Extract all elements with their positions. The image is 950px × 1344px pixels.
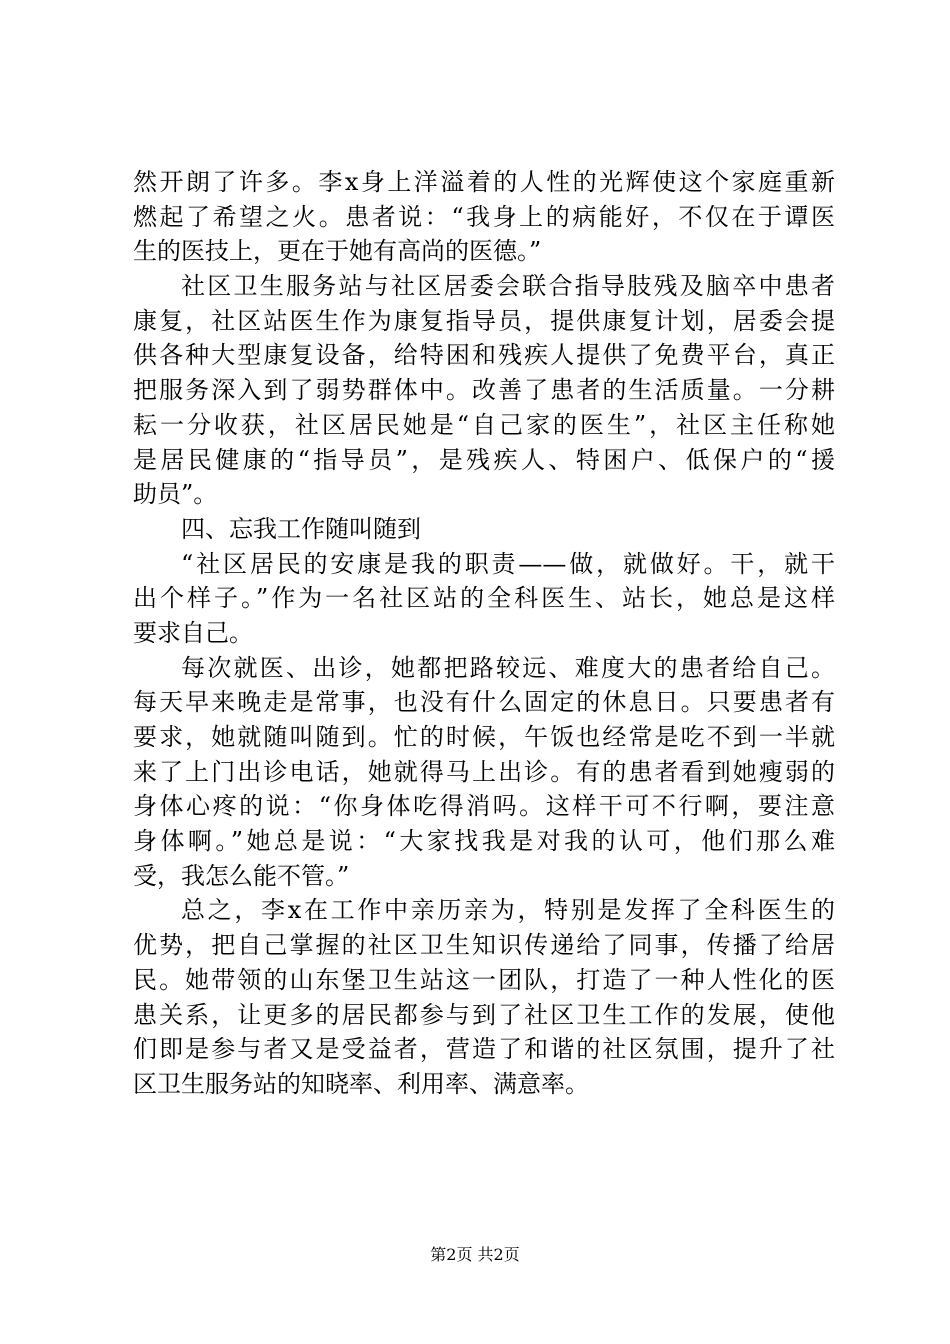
text-line: 们即是参与者又是受益者，营造了和谐的社区氛围，提升了社: [133, 1035, 835, 1064]
text-line: 然开朗了许多。李x身上洋溢着的人性的光辉使这个家庭重新: [133, 168, 835, 196]
text-line: 患关系，让更多的居民都参与到了社区卫生工作的发展，使他: [133, 1000, 835, 1029]
text-line: 供各种大型康复设备，给特困和残疾人提供了免费平台，真正: [133, 341, 835, 370]
text-line: 身体啊。”她总是说：“大家找我是对我的认可，他们那么难: [133, 827, 835, 856]
text-line: 来了上门出诊电话，她就得马上出诊。有的患者看到她瘦弱的: [133, 757, 835, 786]
text-line: 是居民健康的“指导员”，是残疾人、特困户、低保户的“援: [133, 445, 835, 474]
text-line: 每次就医、出诊，她都把路较远、难度大的患者给自己。: [181, 653, 835, 682]
text-line: 优势，把自己掌握的社区卫生知识传递给了同事，传播了给居: [133, 931, 835, 960]
text-line: 生的医技上，更在于她有高尚的医德。”: [133, 237, 542, 266]
text-line: 出个样子。”作为一名社区站的全科医生、站长，她总是这样: [133, 584, 835, 613]
document-body: [133, 165, 835, 1102]
text-line: 四、忘我工作随叫随到: [181, 514, 421, 543]
text-line: 社区卫生服务站与社区居委会联合指导肢残及脑卒中患者: [181, 272, 835, 301]
text-line: 耘一分收获，社区居民她是“自己家的医生”，社区主任称她: [133, 410, 835, 439]
text-line: “社区居民的安康是我的职责——做，就做好。干，就干: [181, 549, 835, 578]
text-line: 区卫生服务站的知晓率、利用率、满意率。: [133, 1069, 589, 1098]
text-line: 身体心疼的说：“你身体吃得消吗。这样干可不行啊，要注意: [133, 792, 835, 821]
text-line: 总之，李x在工作中亲历亲为，特别是发挥了全科医生的: [181, 896, 835, 925]
text-line: 要求，她就随叫随到。忙的时候，午饭也经常是吃不到一半就: [133, 723, 835, 751]
text-line: 要求自己。: [133, 618, 253, 647]
text-line: 康复，社区站医生作为康复指导员，提供康复计划，居委会提: [133, 306, 835, 335]
text-line: 把服务深入到了弱势群体中。改善了患者的生活质量。一分耕: [133, 376, 835, 405]
text-line: 受，我怎么能不管。”: [133, 861, 350, 890]
page-footer: 第2页 共2页: [430, 1245, 520, 1264]
text-line: 每天早来晚走是常事，也没有什么固定的休息日。只要患者有: [133, 688, 835, 717]
text-line: 民。她带领的山东堡卫生站这一团队，打造了一种人性化的医: [133, 965, 835, 994]
text-line: 燃起了希望之火。患者说：“我身上的病能好，不仅在于谭医: [133, 202, 835, 231]
text-line: 助员”。: [133, 480, 218, 509]
